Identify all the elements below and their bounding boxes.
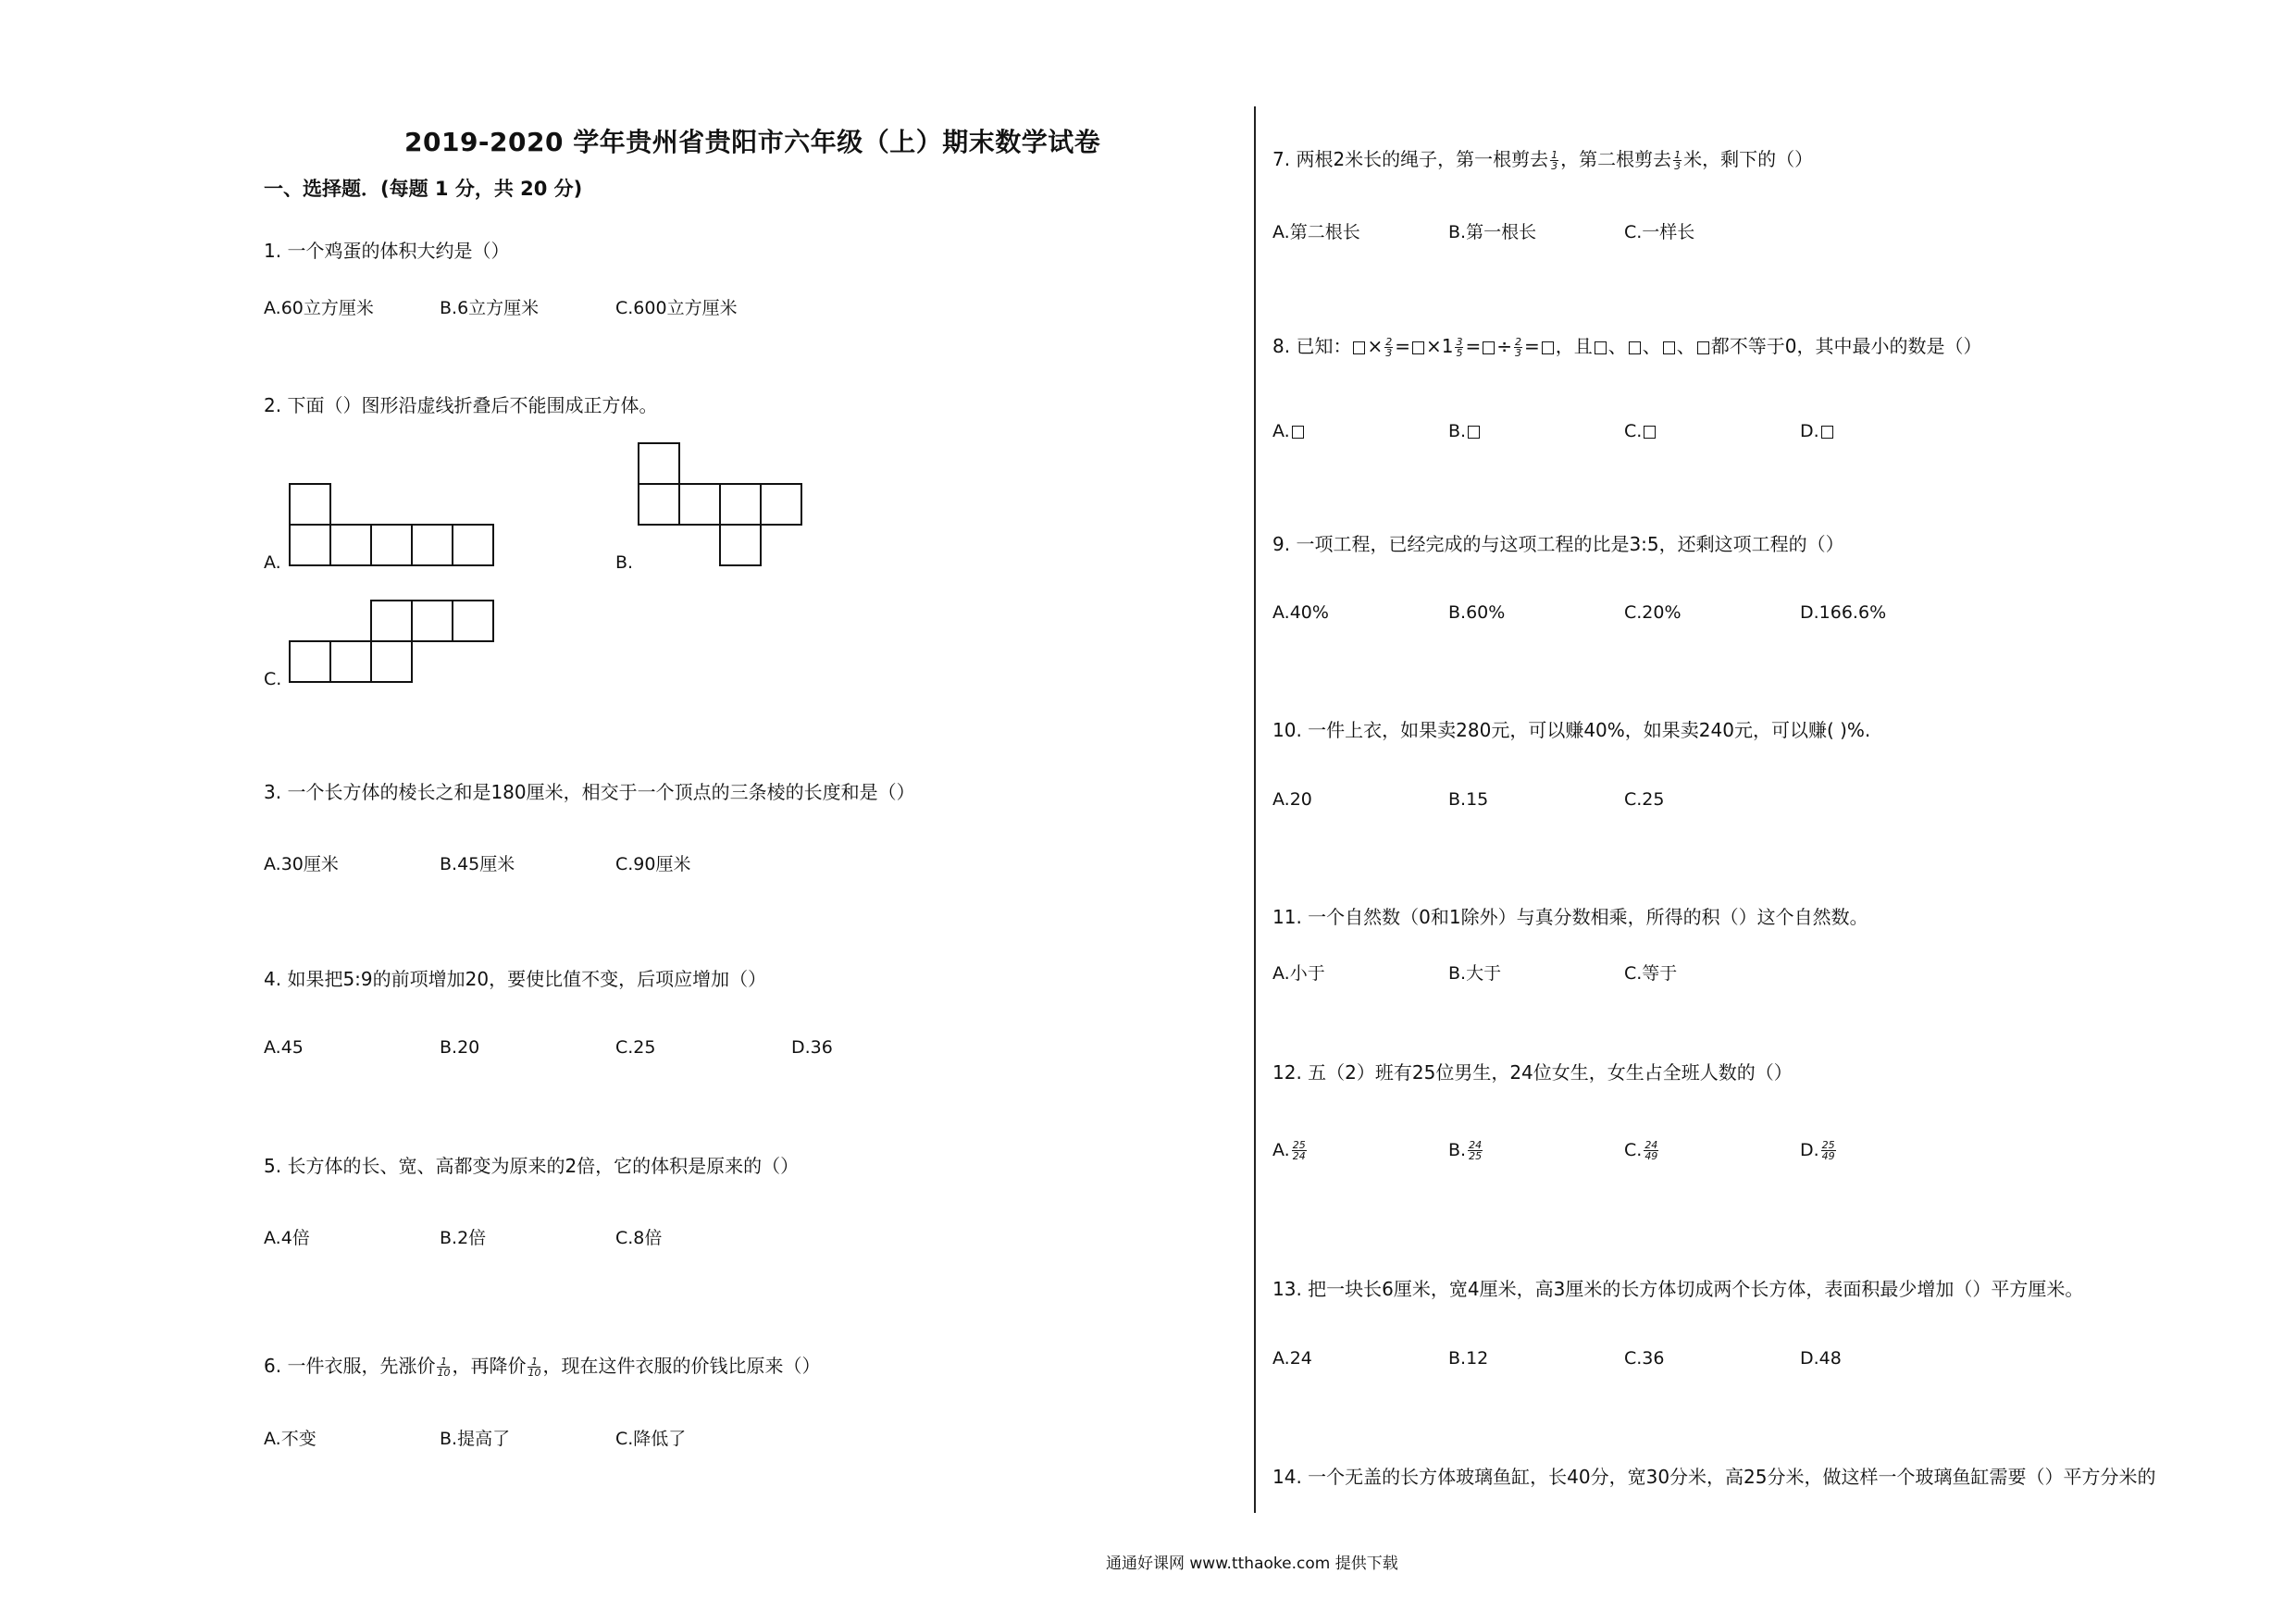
question-14: 14. 一个无盖的长方体玻璃鱼缸，长40分，宽30分米，高25分米，做这样一个玻璃鱼缸需要（）平方分米的 [1272,1466,2156,1488]
q8-option-b: B. [1448,421,1482,441]
question-1: 1. 一个鸡蛋的体积大约是（） [264,240,510,262]
q11-option-a: A.小于 [1272,963,1325,984]
q5-option-a: A.4倍 [264,1228,310,1248]
fraction: $\frac{1}{10}$ [437,1356,451,1379]
q11-option-b: B.大于 [1448,963,1502,984]
q12-option-b: B. $\frac{24}{25}$ [1448,1139,1483,1162]
placeholder-box [1595,341,1607,354]
q4-option-c: C.25 [615,1037,656,1058]
q3-option-a: A.30厘米 [264,854,339,874]
column-divider [1254,106,1256,1513]
cube-net-c [287,598,500,686]
placeholder-box [1629,341,1641,354]
q11-option-c: C.等于 [1624,963,1678,984]
q9-option-c: C.20% [1624,602,1682,623]
section-heading: 一、选择题．(每题 1 分，共 20 分) [264,178,583,200]
fraction: $\frac{1}{3}$ [1674,149,1682,172]
q10-option-a: A.20 [1272,789,1312,810]
placeholder-box [1821,426,1833,439]
q8-option-a: A. [1272,421,1306,441]
question-5: 5. 长方体的长、宽、高都变为原来的2倍，它的体积是原来的（） [264,1155,800,1177]
page-footer: 通通好课网 www.tthaoke.com 提供下载 [1106,1555,1398,1573]
cube-net-a [287,481,500,569]
question-9: 9. 一项工程，已经完成的与这项工程的比是3:5，还剩这项工程的（） [1272,533,1844,555]
q13-option-a: A.24 [1272,1348,1312,1369]
q6-option-b: B.提高了 [440,1429,511,1449]
cube-net-b [636,440,808,570]
q4-option-b: B.20 [440,1037,480,1058]
q4-option-a: A.45 [264,1037,304,1058]
question-7: 7. 两根2米长的绳子，第一根剪去 $\frac{1}{3}$ ，第二根剪去 $\frac{1}{3}$ 米，剩下的（） [1272,148,1814,172]
question-2: 2. 下面（）图形沿虚线折叠后不能围成正方体。 [264,394,658,416]
q8-option-d: D. [1800,421,1835,441]
question-11: 11. 一个自然数（0和1除外）与真分数相乘，所得的积（）这个自然数。 [1272,906,1868,928]
q1-option-a: A.60立方厘米 [264,298,374,318]
fraction: $\frac{24}{49}$ [1644,1139,1658,1162]
q12-option-d: D. $\frac{25}{49}$ [1800,1139,1835,1162]
q5-option-c: C.8倍 [615,1228,663,1248]
q7-option-c: C.一样长 [1624,222,1695,242]
q10-option-b: B.15 [1448,789,1489,810]
placeholder-box [1412,341,1424,354]
question-13: 13. 把一块长6厘米，宽4厘米，高3厘米的长方体切成两个长方体，表面积最少增加（）平方厘米。 [1272,1278,2084,1300]
q1-option-c: C.600立方厘米 [615,298,738,318]
placeholder-box [1292,426,1304,439]
q3-option-c: C.90厘米 [615,854,691,874]
q8-option-c: C. [1624,421,1657,441]
placeholder-box [1697,341,1709,354]
q12-option-c: C. $\frac{24}{49}$ [1624,1139,1658,1162]
page-title: 2019-2020 学年贵州省贵阳市六年级（上）期末数学试卷 [404,127,1101,157]
q6-option-c: C.降低了 [615,1429,687,1449]
q13-option-b: B.12 [1448,1348,1489,1369]
fraction: $\frac{2}{3}$ [1515,336,1521,359]
question-12: 12. 五（2）班有25位男生，24位女生，女生占全班人数的（） [1272,1061,1793,1084]
q2-option-c: C. [264,669,282,689]
q2-option-a: A. [264,552,281,573]
q12-option-a: A. $\frac{25}{24}$ [1272,1139,1306,1162]
q10-option-c: C.25 [1624,789,1665,810]
q13-option-c: C.36 [1624,1348,1665,1369]
fraction: $\frac{1}{3}$ [1551,149,1558,172]
q13-option-d: D.48 [1800,1348,1842,1369]
question-10: 10. 一件上衣，如果卖280元，可以赚40%，如果卖240元，可以赚( )%. [1272,719,1871,741]
question-3: 3. 一个长方体的棱长之和是180厘米，相交于一个顶点的三条棱的长度和是（） [264,781,915,803]
q2-option-b: B. [615,552,634,573]
placeholder-box [1353,341,1365,354]
question-6: 6. 一件衣服，先涨价 $\frac{1}{10}$ ，再降价 $\frac{1}{10}$ ，现在这件衣服的价钱比原来（） [264,1355,821,1379]
q7-option-a: A.第二根长 [1272,222,1360,242]
placeholder-box [1483,341,1495,354]
q5-option-b: B.2倍 [440,1228,487,1248]
placeholder-box [1644,426,1656,439]
fraction: $\frac{24}{25}$ [1469,1139,1483,1162]
q9-option-a: A.40% [1272,602,1329,623]
question-8: 8. 已知： × $\frac{2}{3}$ = ×1 $\frac{3}{5}$ = ÷ $\frac{2}{3}$ = ，且 、 、 、 都不等于0，其中最小的数是（） [1272,335,1982,359]
fraction: $\frac{25}{49}$ [1821,1139,1835,1162]
q4-option-d: D.36 [791,1037,833,1058]
placeholder-box [1542,341,1554,354]
q1-option-b: B.6立方厘米 [440,298,540,318]
q3-option-b: B.45厘米 [440,854,515,874]
placeholder-box [1468,426,1480,439]
q7-option-b: B.第一根长 [1448,222,1537,242]
q9-option-b: B.60% [1448,602,1506,623]
fraction: $\frac{25}{24}$ [1292,1139,1306,1162]
fraction: $\frac{1}{10}$ [527,1356,541,1379]
q6-option-a: A.不变 [264,1429,316,1449]
q9-option-d: D.166.6% [1800,602,1887,623]
fraction: $\frac{3}{5}$ [1456,336,1463,359]
fraction: $\frac{2}{3}$ [1385,336,1393,359]
placeholder-box [1663,341,1675,354]
question-4: 4. 如果把5:9的前项增加20，要使比值不变，后项应增加（） [264,968,767,990]
